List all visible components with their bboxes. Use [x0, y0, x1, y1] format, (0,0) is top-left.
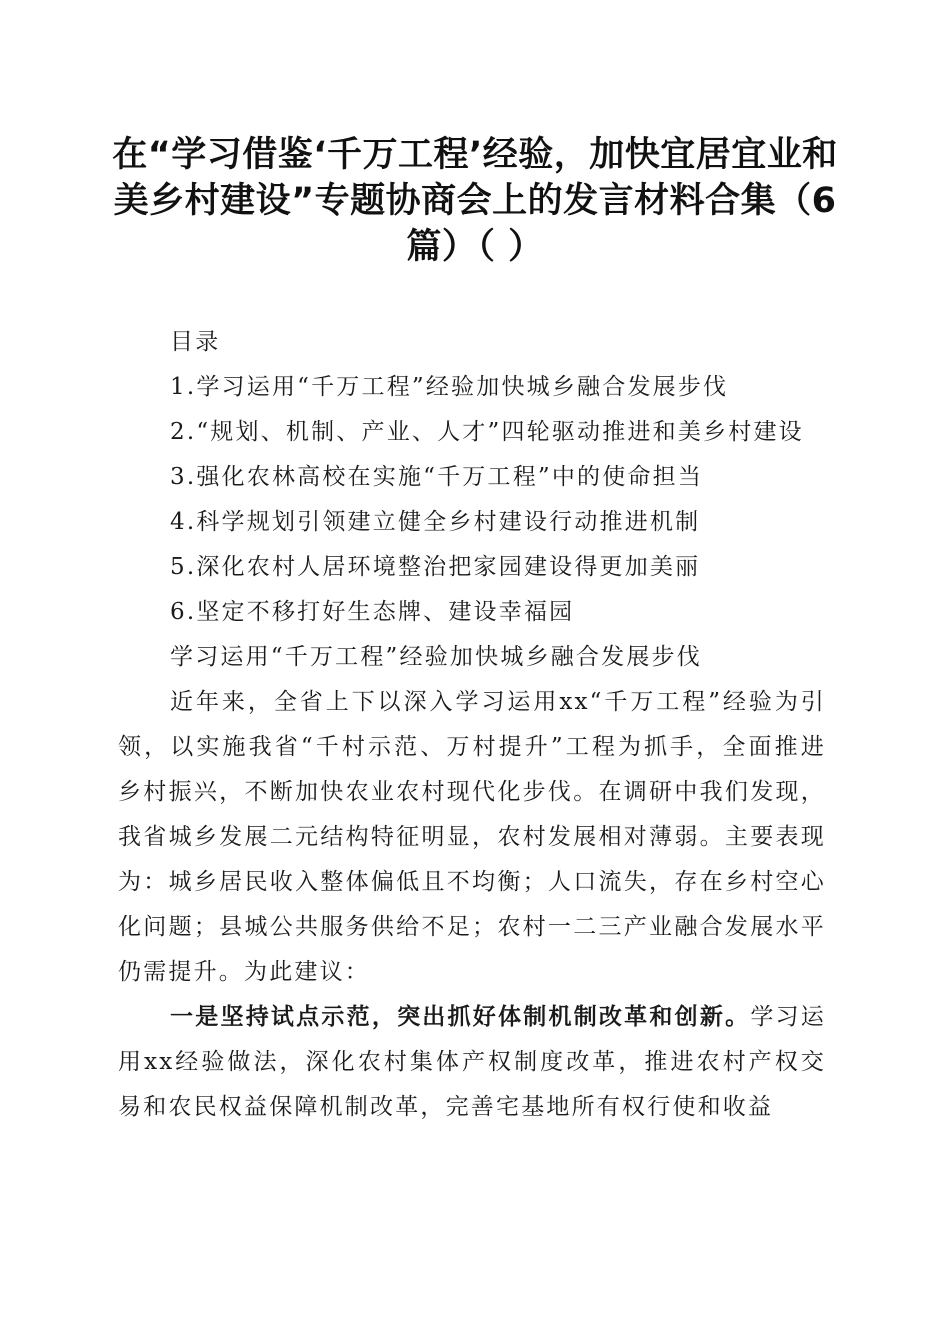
- toc-item: 2.“规划、机制、产业、人才”四轮驱动推进和美乡村建设: [170, 419, 804, 445]
- document-body: [118, 320, 826, 1130]
- toc-item: 1.学习运用“千万工程”经验加快城乡融合发展步伐: [170, 374, 729, 400]
- body-paragraph: [118, 995, 826, 1130]
- toc-item: 5.深化农村人居环境整治把家园建设得更加美丽: [170, 554, 701, 580]
- document-title: 在“学习借鉴‘千万工程’经验，加快宜居宜业和美乡村建设”专题协商会上的发言材料合集（6篇）（ ）: [112, 135, 838, 267]
- toc-item: 6.坚定不移打好生态牌、建设幸福园: [170, 599, 575, 625]
- section-title: 学习运用“千万工程”经验加快城乡融合发展步伐: [170, 644, 702, 670]
- body-paragraph: 近年来，全省上下以深入学习运用xx“千万工程”经验为引领，以实施我省“千村示范、万村提升”工程为抓手，全面推进乡村振兴，不断加快农业农村现代化步伐。在调研中我们发现，我省城乡发展二元结构特征明显，农村发展相对薄弱。主要表现为：城乡居民收入整体偏低且不均衡；人口流失，存在乡村空心化问题；县城公共服务供给不足；农村一二三产业融合发展水平仍需提升。为此建议：: [118, 689, 826, 985]
- paragraph-lead: 一是坚持试点示范，突出抓好体制机制改革和创新。: [170, 1004, 751, 1030]
- toc-heading: 目录: [170, 329, 221, 355]
- toc-item: 3.强化农林高校在实施“千万工程”中的使命担当: [170, 464, 704, 490]
- paragraph-text: 学习运用xx经验做法，深化农村集体产权制度改革，推进农村产权交易和农民权益保障机制改革，完善宅基地所有权行使和收益: [118, 1004, 826, 1120]
- toc-item: 4.科学规划引领建立健全乡村建设行动推进机制: [170, 509, 701, 535]
